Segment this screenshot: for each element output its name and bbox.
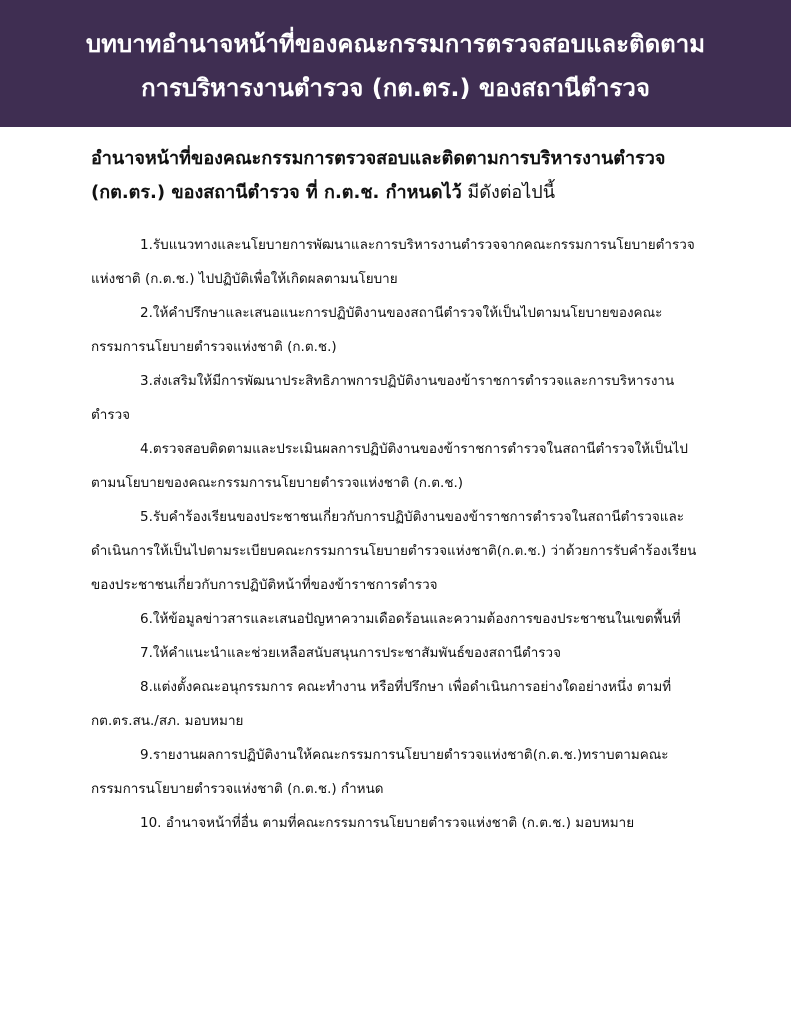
duty-item	[91, 806, 711, 840]
duty-item	[91, 670, 711, 738]
duty-text: 3.ส่งเสริมให้มีการพัฒนาประสิทธิภาพการปฏิบัติงานของข้าราชการตำรวจและการบริหารงานตำรวจ	[91, 373, 675, 423]
duty-text: 7.ให้คำแนะนำและช่วยเหลือสนับสนุนการประชาสัมพันธ์ของสถานีตำรวจ	[140, 645, 562, 661]
duty-item	[91, 500, 711, 602]
intro-bold-text: อำนาจหน้าที่ของคณะกรรมการตรวจสอบและติดตามการบริหารงานตำรวจ (กต.ตร.) ของสถานีตำรวจ ที่ ก.ต.ช. กำหนดไว้	[91, 148, 666, 203]
duty-text: 10. อำนาจหน้าที่อื่น ตามที่คณะกรรมการนโยบายตำรวจแห่งชาติ (ก.ต.ช.) มอบหมาย	[140, 815, 635, 831]
duty-text: 6.ให้ข้อมูลข่าวสารและเสนอปัญหาความเดือดร้อนและความต้องการของประชาชนในเขตพื้นที่	[140, 611, 681, 627]
duty-item	[91, 296, 711, 364]
header-banner	[0, 0, 791, 127]
duty-text: 8.แต่งตั้งคณะอนุกรรมการ คณะทำงาน หรือที่ปรึกษา เพื่อดำเนินการอย่างใดอย่างหนึ่ง ตามที่ กต.ตร.สน./สภ. มอบหมาย	[91, 679, 672, 729]
duty-text: 5.รับคำร้องเรียนของประชาชนเกี่ยวกับการปฏิบัติงานของข้าราชการตำรวจในสถานีตำรวจและดำเนินการให้เป็นไปตามระเบียบคณะกรรมการนโยบายตำรวจแห่งชาติ(ก.ต.ช.) ว่าด้วยการรับคำร้องเรียนของประชาชนเกี่ยวกับการปฏิบัติหน้าที่ของข้าราชการตำรวจ	[91, 509, 697, 593]
page-title-line-1: บทบาทอำนาจหน้าที่ของคณะกรรมการตรวจสอบและติดตาม	[85, 30, 706, 58]
duty-text: 1.รับแนวทางและนโยบายการพัฒนาและการบริหารงานตำรวจจากคณะกรรมการนโยบายตำรวจแห่งชาติ (ก.ต.ช.) ไปปฏิบัติเพื่อให้เกิดผลตามนโยบาย	[91, 237, 695, 287]
page-title-line-2: การบริหารงานตำรวจ (กต.ตร.) ของสถานีตำรวจ	[141, 74, 650, 102]
duty-item	[91, 228, 711, 296]
intro-regular-text: มีดังต่อไปนี้	[461, 182, 556, 203]
duty-item	[91, 636, 711, 670]
duty-item	[91, 432, 711, 500]
duty-text: 2.ให้คำปรึกษาและเสนอแนะการปฏิบัติงานของสถานีตำรวจให้เป็นไปตามนโยบายของคณะกรรมการนโยบายตำรวจแห่งชาติ (ก.ต.ช.)	[91, 305, 663, 355]
duty-item	[91, 738, 711, 806]
duty-item	[91, 602, 711, 636]
duty-text: 9.รายงานผลการปฏิบัติงานให้คณะกรรมการนโยบายตำรวจแห่งชาติ(ก.ต.ช.)ทราบตามคณะกรรมการนโยบายตำรวจแห่งชาติ (ก.ต.ช.) กำหนด	[91, 747, 669, 797]
duty-text: 4.ตรวจสอบติดตามและประเมินผลการปฏิบัติงานของข้าราชการตำรวจในสถานีตำรวจให้เป็นไปตามนโยบายของคณะกรรมการนโยบายตำรวจแห่งชาติ (ก.ต.ช.)	[91, 441, 688, 491]
duties-list	[91, 228, 711, 840]
duty-item	[91, 364, 711, 432]
intro-paragraph	[91, 142, 731, 210]
